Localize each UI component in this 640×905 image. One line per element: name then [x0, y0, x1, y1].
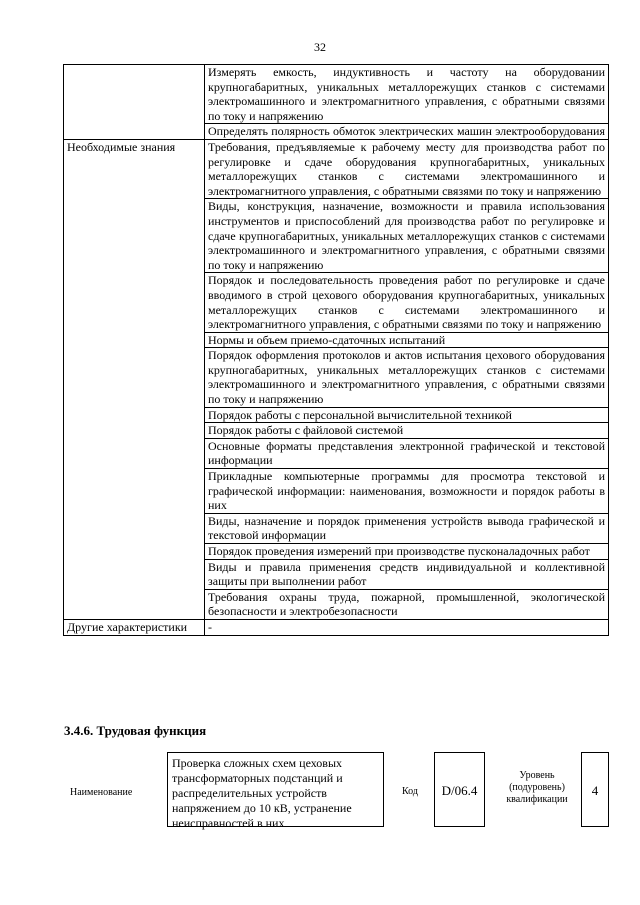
- knowledge-item: Порядок проведения измерений при производстве пусконаладочных работ: [205, 544, 609, 560]
- skill-item: Определять полярность обмоток электрических машин электрооборудования: [205, 124, 609, 140]
- knowledge-item: Виды и правила применения средств индивидуальной и коллективной защиты при выполнении работ: [205, 559, 609, 589]
- knowledge-item: Порядок и последовательность проведения работ по регулировке и сдаче вводимого в строй цехового оборудования крупногабаритных, уникальных металлорежущих станков с системами электромашинного и электромагнитного управления, с обратными связями по току и напряжению: [205, 273, 609, 332]
- knowledge-item: Основные форматы представления электронной графической и текстовой информации: [205, 438, 609, 468]
- row-label-other: Другие характеристики: [64, 619, 205, 635]
- knowledge-item: Нормы и объем приемо-сдаточных испытаний: [205, 332, 609, 348]
- knowledge-item: Требования охраны труда, пожарной, промышленной, экологической безопасности и электробезопасности: [205, 589, 609, 619]
- knowledge-item: Требования, предъявляемые к рабочему месту для производства работ по регулировке и сдаче оборудования крупногабаритных, уникальных металлорежущих станков с системами электромашинного и электромагнитного управления, с обратными связями по току и напряжению: [205, 139, 609, 198]
- table-row: [64, 139, 609, 198]
- knowledge-item: Прикладные компьютерные программы для просмотра текстовой и графической информации: наименования, возможности и порядок работы в них: [205, 469, 609, 514]
- knowledge-item: Порядок оформления протоколов и актов испытания цехового оборудования крупногабаритных, уникальных металлорежущих станков с системами электромашинного и электромагнитного управления, с обратными связями по току и напряжению: [205, 348, 609, 407]
- table-row: [64, 65, 609, 124]
- page-number: 32: [314, 40, 326, 54]
- knowledge-item: Порядок работы с файловой системой: [205, 423, 609, 439]
- requirements-table: [63, 64, 609, 636]
- function-name-box: Проверка сложных схем цеховых трансформаторных подстанций и распределительных устройств напряжением до 10 кВ, устранение неисправностей в них: [167, 752, 384, 827]
- row-label-knowledge: Необходимые знания: [64, 139, 205, 619]
- name-label: Наименование: [70, 787, 133, 798]
- level-label: Уровень (подуровень) квалификации: [506, 770, 568, 805]
- code-box: D/06.4: [434, 752, 485, 827]
- level-box: 4: [581, 752, 609, 827]
- row-label-cell: [64, 65, 205, 140]
- table-row: [64, 619, 609, 635]
- section-heading: 3.4.6. Трудовая функция: [64, 723, 207, 738]
- knowledge-item: Виды, конструкция, назначение, возможности и правила использования инструментов и приспособлений для производства работ по регулировке и сдаче крупногабаритных, уникальных металлорежущих станков с системами электромашинного и электромагнитного управления, с обратными связями по току и напряжению: [205, 199, 609, 273]
- skill-item: Измерять емкость, индуктивность и частоту на оборудовании крупногабаритных, уникальных металлорежущих станков с системами электромашинного и электромагнитного управления, с обратными связями по току и напряжению: [205, 65, 609, 124]
- code-label: Код: [402, 786, 418, 797]
- knowledge-item: Порядок работы с персональной вычислительной техникой: [205, 407, 609, 423]
- knowledge-item: Виды, назначение и порядок применения устройств вывода графической и текстовой информации: [205, 513, 609, 543]
- other-item: -: [205, 619, 609, 635]
